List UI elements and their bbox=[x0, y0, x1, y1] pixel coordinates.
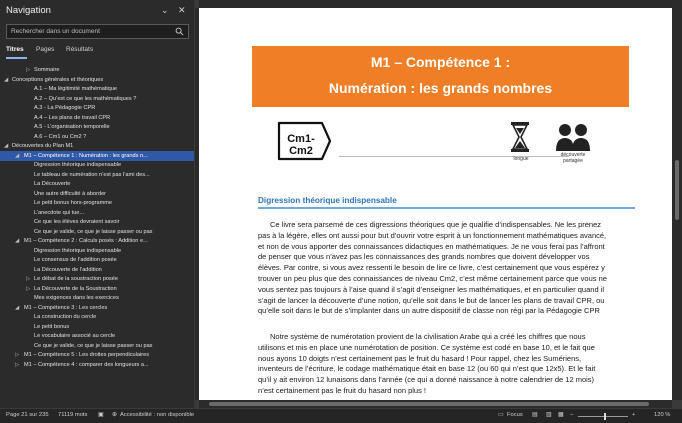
nav-heading-item[interactable] bbox=[0, 274, 194, 284]
nav-heading-label: Une autre difficulté à aborder bbox=[34, 190, 107, 197]
nav-heading-item[interactable] bbox=[0, 198, 194, 208]
collapse-arrow-icon[interactable]: ▷ bbox=[15, 352, 20, 358]
navigation-header bbox=[6, 4, 189, 18]
nav-heading-label: Mes exigences dans les exercices bbox=[34, 295, 119, 301]
zoom-slider-handle[interactable] bbox=[604, 413, 606, 420]
nav-heading-item[interactable] bbox=[0, 312, 194, 322]
paragraph-line: élèves. Par contre, si vous avez ressenti le besoin de lire ce livre, c’est certainement que vous espérez y bbox=[258, 263, 605, 273]
tab-titres[interactable]: Titres bbox=[6, 46, 24, 53]
chevron-down-icon[interactable]: ⌄ bbox=[161, 5, 169, 15]
nav-heading-item[interactable] bbox=[0, 322, 194, 332]
nav-heading-label: Conceptions générales et théoriques bbox=[12, 76, 104, 83]
document-page[interactable] bbox=[199, 8, 672, 400]
level-badge bbox=[276, 120, 333, 162]
nav-heading-item[interactable] bbox=[0, 151, 194, 161]
nav-heading-item[interactable] bbox=[0, 75, 194, 85]
collapse-arrow-icon[interactable]: ▷ bbox=[26, 67, 31, 73]
nav-heading-label: La construction du cercle bbox=[34, 314, 97, 320]
paragraph-line: trouver un peu plus que des connaissances de niveau Cm2, c’est même certainement parce que vous ne bbox=[258, 273, 607, 283]
nav-heading-item[interactable] bbox=[0, 265, 194, 275]
nav-heading-label: A.4 – Les plans de travail CPR bbox=[34, 114, 111, 121]
search-box[interactable] bbox=[6, 24, 189, 39]
banner-title-line1: M1 – Compétence 1 : bbox=[370, 54, 511, 70]
paragraph-line: qu’elle soit dans le but de s’implanter dans un autre dispositif de classe non régi par la Pédagogie CPR bbox=[258, 306, 600, 316]
nav-heading-item[interactable] bbox=[0, 360, 194, 370]
accessibility-icon[interactable]: ⊕ bbox=[112, 412, 117, 418]
navigation-pane bbox=[0, 0, 195, 408]
focus-button[interactable]: Focus bbox=[507, 412, 523, 418]
nav-heading-item[interactable] bbox=[0, 236, 194, 246]
expand-arrow-icon[interactable]: ◢ bbox=[4, 76, 9, 83]
expand-arrow-icon[interactable]: ◢ bbox=[4, 143, 9, 149]
discovery-type-line2: partagée bbox=[563, 157, 583, 164]
nav-heading-item[interactable] bbox=[0, 208, 194, 218]
nav-heading-label: La Découverte de l’addition bbox=[34, 266, 102, 273]
nav-heading-item[interactable] bbox=[0, 113, 194, 123]
section-heading-rule bbox=[258, 207, 635, 209]
document-area bbox=[195, 0, 682, 408]
discovery-type-line1: découverte bbox=[560, 152, 586, 158]
nav-heading-label: Ce que je valide, ce que je laisse passer ou pas bbox=[34, 342, 153, 349]
navigation-title: Navigation bbox=[6, 5, 51, 16]
paragraph-line: inventeurs de l’écriture, le codage mathématique était en base 12 (ou 60 qui n’est que 12x5). Et le fait bbox=[258, 364, 596, 374]
nav-heading-label: Le tableau de numération n’est pas l’ami des... bbox=[34, 171, 150, 178]
nav-heading-label: Digression théorique indispensable bbox=[34, 162, 122, 168]
paragraph-line: nous ayons 10 doigts n’est certainement pas le fruit du hasard ! Pour rappel, chez les Sumériens, bbox=[258, 353, 582, 363]
nav-heading-label: A.3 - La Pédagogie CPR bbox=[34, 105, 96, 111]
nav-heading-item[interactable] bbox=[0, 103, 194, 113]
nav-heading-label: M1 – Compétence 1 : Numération : les grands n... bbox=[24, 152, 148, 159]
nav-heading-item[interactable] bbox=[0, 141, 194, 151]
nav-heading-item[interactable] bbox=[0, 160, 194, 170]
nav-heading-label: M1 – Compétence 2 : Calculs posés : Addition e... bbox=[24, 238, 148, 244]
section-heading: Digression théorique indispensable bbox=[258, 196, 397, 205]
nav-heading-item[interactable] bbox=[0, 122, 194, 132]
active-tab-indicator bbox=[6, 57, 27, 59]
paragraph-line: vous sentez pas toujours à l’aise quand il s’agit d’enseigner les mathématiques, et en particulier quand il bbox=[258, 284, 605, 294]
focus-icon[interactable]: ▭ bbox=[498, 412, 504, 418]
paragraph-line: de penser que vous n’avez pas les connaissances des grands nombres que doivent développer vos bbox=[258, 252, 590, 262]
nav-heading-item[interactable] bbox=[0, 255, 194, 265]
nav-heading-label: L’anecdote qui tue... bbox=[34, 209, 85, 216]
nav-heading-item[interactable] bbox=[0, 84, 194, 94]
paragraph-line: Notre système de numérotation provient de la civilisation Arabe qui a créé les chiffres que nous bbox=[270, 332, 586, 341]
nav-heading-item[interactable] bbox=[0, 341, 194, 351]
nav-heading-label: Découvertes du Plan M1 bbox=[12, 143, 74, 149]
word-count[interactable]: 71119 mots bbox=[58, 412, 88, 418]
nav-heading-item[interactable] bbox=[0, 217, 194, 227]
people-icon bbox=[555, 122, 591, 152]
collapse-arrow-icon[interactable]: ▷ bbox=[26, 285, 31, 292]
nav-heading-label: M1 – Compétence 5 : Les droites perpendiculaires bbox=[24, 352, 149, 358]
paragraph-line: qu’il y ait environ 12 lunaisons dans l’année (ce qui a donné naissance à notre calendrier de 12 mois) bbox=[258, 375, 595, 385]
nav-heading-label: Le vocabulaire associé au cercle bbox=[34, 333, 116, 339]
nav-heading-item[interactable] bbox=[0, 331, 194, 341]
nav-heading-label: A.6 – Cm1 ou Cm2 ? bbox=[34, 133, 87, 140]
nav-heading-label: Ce que je valide, ce que je laisse passer ou pas bbox=[34, 228, 153, 235]
vertical-scrollbar-thumb[interactable] bbox=[675, 160, 679, 220]
discovery-type-label bbox=[550, 153, 596, 164]
tab-pages[interactable]: Pages bbox=[36, 46, 55, 53]
zoom-level[interactable]: 120 % bbox=[654, 412, 671, 418]
close-icon[interactable]: ✕ bbox=[178, 5, 186, 15]
expand-arrow-icon[interactable]: ◢ bbox=[15, 152, 20, 159]
paragraph-1 bbox=[258, 220, 641, 317]
collapse-arrow-icon[interactable]: ▷ bbox=[26, 276, 31, 282]
nav-heading-label: A.1 – Ma légitimité mathématique bbox=[34, 86, 118, 92]
nav-heading-label: Le consensus de l’addition posée bbox=[34, 257, 117, 263]
nav-heading-label: Sommaire bbox=[34, 67, 60, 73]
nav-heading-label: Ce que les élèves devraient savoir bbox=[34, 219, 120, 225]
nav-heading-label: M1 – Compétence 3 : Les cercles bbox=[24, 304, 108, 311]
nav-heading-label: La Découverte de la Soustraction bbox=[34, 285, 117, 292]
nav-heading-item[interactable] bbox=[0, 227, 194, 237]
nav-heading-label: La Découverte bbox=[34, 181, 71, 187]
horizontal-scrollbar[interactable] bbox=[199, 400, 672, 408]
paragraph-line: s’agit de lancer la découverte d’une notion, qu’elle soit dans le but de lancer les plans de travail CPR, ou bbox=[258, 295, 605, 305]
horizontal-ruler bbox=[199, 0, 672, 8]
nav-heading-label: M1 – Compétence 4 : comparer des longueurs a... bbox=[24, 361, 149, 368]
tab-resultats[interactable]: Résultats bbox=[66, 46, 94, 53]
paragraph-line: utilisons et mis en place une numérotation de position. Ce système est codé en base 10, et le fait que bbox=[258, 342, 595, 352]
paragraph-2 bbox=[258, 332, 641, 397]
nav-heading-label: Le petit bonus hors-programme bbox=[34, 200, 113, 206]
nav-heading-item[interactable] bbox=[0, 132, 194, 142]
search-icon[interactable] bbox=[175, 27, 184, 36]
nav-heading-item[interactable] bbox=[0, 170, 194, 180]
duration-label: longue bbox=[513, 156, 529, 162]
nav-heading-item[interactable] bbox=[0, 293, 194, 303]
nav-heading-label: Digression théorique indispensable bbox=[34, 247, 122, 254]
zoom-slider[interactable] bbox=[578, 416, 628, 417]
paragraph-line: pas à la légère, elles ont aussi pour but d’ouvrir votre esprit à un fonctionnement mathématiques avancé, bbox=[258, 230, 607, 240]
nav-heading-item[interactable] bbox=[0, 189, 194, 199]
nav-heading-item[interactable] bbox=[0, 303, 194, 313]
vertical-scrollbar[interactable] bbox=[672, 0, 682, 400]
nav-heading-label: A.2 – Qu’est ce que les mathématiques ? bbox=[34, 95, 137, 102]
proofing-icon[interactable]: ▣ bbox=[98, 412, 104, 418]
page-count[interactable]: Page 21 sur 235 bbox=[6, 412, 49, 418]
read-mode-icon[interactable]: ▤ bbox=[532, 412, 538, 418]
paragraph-line: et non de vous apporter des connaissances didactiques en mathématiques. Je ne vous ferai pas l’affront bbox=[258, 241, 605, 251]
horizontal-scrollbar-thumb[interactable] bbox=[209, 402, 649, 406]
hourglass-icon bbox=[510, 122, 530, 152]
expand-arrow-icon[interactable]: ◢ bbox=[15, 238, 20, 244]
status-bar bbox=[0, 408, 682, 423]
paragraph-line: n’est certainement pas le fruit du hasard non plus ! bbox=[258, 385, 427, 395]
accessibility-status[interactable]: Accessibilité : non disponible bbox=[120, 412, 195, 418]
nav-heading-item[interactable] bbox=[0, 284, 194, 294]
zoom-in-icon[interactable]: + bbox=[632, 412, 636, 418]
level-badge-text: Cm1-Cm2 bbox=[287, 133, 315, 157]
chapter-banner bbox=[252, 46, 629, 107]
nav-heading-item[interactable] bbox=[0, 65, 194, 75]
print-layout-icon[interactable]: ▥ bbox=[546, 412, 552, 418]
nav-heading-item[interactable] bbox=[0, 350, 194, 360]
nav-heading-item[interactable] bbox=[0, 94, 194, 104]
collapse-arrow-icon[interactable]: ▷ bbox=[15, 361, 20, 368]
nav-heading-label: Le petit bonus bbox=[34, 323, 70, 330]
nav-heading-item[interactable] bbox=[0, 246, 194, 256]
search-input[interactable] bbox=[11, 25, 161, 38]
banner-title-line2: Numération : les grands nombres bbox=[328, 80, 553, 96]
web-layout-icon[interactable]: ▦ bbox=[558, 412, 564, 418]
nav-heading-label: A.5 - L’organisation temporelle bbox=[34, 124, 110, 130]
expand-arrow-icon[interactable]: ◢ bbox=[15, 304, 20, 311]
paragraph-line: Ce livre sera parsemé de ces digressions théoriques que je qualifie d’indispensables. Ne les prenez bbox=[270, 220, 602, 229]
zoom-out-icon[interactable]: − bbox=[570, 412, 574, 418]
nav-heading-item[interactable] bbox=[0, 179, 194, 189]
nav-heading-label: Le débat de la soustraction posée bbox=[34, 276, 118, 282]
